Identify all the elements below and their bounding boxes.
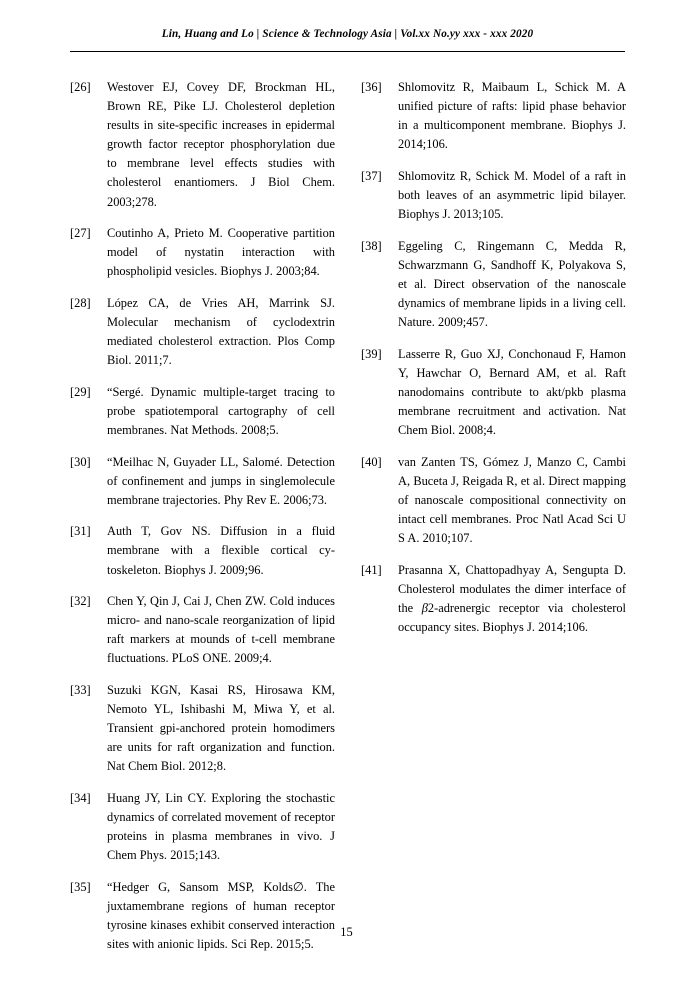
reference-label: [29] [70, 384, 91, 399]
reference-entry [70, 522, 335, 579]
header-rule [70, 51, 625, 52]
reference-entry [361, 345, 626, 440]
reference-label: [27] [70, 226, 91, 241]
reference-text: Suzuki KGN, Kasai RS, Hirosawa KM, Nemoto YL, Ishibashi M, Miwa Y, et al. Transient gpi-anchored protein homodimers are units for raft organization and function. Nat Chem Biol. 2012;8. [107, 683, 335, 774]
reference-label: [36] [361, 80, 382, 94]
reference-entry [70, 789, 335, 865]
reference-label: [26] [70, 80, 91, 94]
reference-entry [70, 453, 335, 510]
reference-text: Auth T, Gov NS. Diffusion in a fluid membrane with a flexible cortical cytoskeleton. Biophys J. 2009;96. [107, 524, 335, 577]
reference-text: Huang JY, Lin CY. Exploring the stochastic dynamics of correlated movement of receptor proteins in plasma membranes in vivo. J Chem Phys. 2015;143. [107, 791, 335, 863]
reference-label: [33] [70, 683, 91, 698]
reference-entry [361, 453, 626, 548]
reference-text: “Sergé. Dynamic multiple-target tracing to probe spatiotemporal cartography of cell membranes. Nat Methods. 2008;5. [107, 384, 335, 437]
reference-text-after-symbol: 2-adrenergic receptor via cholesterol occupancy sites. Biophys J. 2014;106. [398, 600, 626, 634]
reference-entry [70, 294, 335, 370]
reference-entry [361, 237, 626, 332]
reference-entry [361, 167, 626, 224]
reference-text: López CA, de Vries AH, Marrink SJ. Molecular mechanism of cyclodextrin mediated cholesterol extraction. Plos Comp Biol. 2011;7. [107, 295, 335, 368]
reference-entry [70, 878, 335, 954]
reference-label: [37] [361, 168, 382, 183]
left-column [70, 78, 335, 967]
reference-entry [70, 78, 335, 212]
reference-text: Shlomovitz R, Maibaum L, Schick M. A unified picture of rafts: lipid phase behavior in a multicomponent membrane. Biophys J. 2014;106. [398, 80, 626, 152]
reference-label: [28] [70, 295, 91, 310]
reference-label: [38] [361, 238, 382, 253]
reference-text: Coutinho A, Prieto M. Cooperative partition model of nystatin interaction with phospholipid vesicles. Biophys J. 2003;84. [107, 226, 335, 279]
reference-entry [361, 78, 626, 154]
reference-label: [32] [70, 594, 91, 609]
reference-entry [70, 224, 335, 281]
beta-symbol: β [421, 600, 428, 615]
reference-label: [30] [70, 454, 91, 469]
reference-label: [35] [70, 879, 91, 894]
page-number: 15 [340, 925, 353, 939]
reference-label: [34] [70, 791, 91, 805]
reference-text: Shlomovitz R, Schick M. Model of a raft in both leaves of an asymmetric lipid bilayer. Biophys J. 2013;105. [398, 168, 626, 222]
reference-entry [70, 592, 335, 668]
reference-entry [70, 383, 335, 440]
reference-label: [31] [70, 524, 91, 539]
reference-text: van Zanten TS, Gómez J, Manzo C, Cambi A, Buceta J, Reigada R, et al. Direct mapping of nanoscale compositional connectivity on intact cell membranes. Proc Natl Acad Sci U S A. 2010;107. [398, 454, 626, 545]
reference-columns [70, 78, 626, 967]
reference-label: [40] [361, 454, 382, 469]
reference-label: [39] [361, 346, 382, 361]
reference-entry [70, 681, 335, 776]
reference-text-before-symbol: Prasanna X, Chattopadhyay A, Sengupta D. Cholesterol modulates the dimer interface of the [398, 562, 626, 615]
reference-entry [361, 561, 626, 637]
reference-text: Eggeling C, Ringemann C, Medda R, Schwarzmann G, Sandhoff K, Polyakova S, et al. Direct observation of the nanoscale dynamics of membrane lipids in a living cell. Nature. 2009;457. [398, 238, 626, 330]
reference-text: Lasserre R, Guo XJ, Conchonaud F, Hamon Y, Hawchar O, Bernard AM, et al. Raft nanodomains contribute to akt/pkb plasma membrane recruitment and activation. Nat Chem Biol. 2008;4. [398, 346, 626, 437]
reference-label: [41] [361, 562, 382, 577]
running-head: Lin, Huang and Lo | Science & Technology Asia | Vol.xx No.yy xxx - xxx 2020 [161, 28, 534, 40]
reference-text: “Hedger G, Sansom MSP, Kolds∅. The juxtamembrane regions of human receptor tyrosine kinases exhibit conserved interaction sites with anionic lipids. Sci Rep. 2015;5. [107, 879, 335, 952]
reference-text: Chen Y, Qin J, Cai J, Chen ZW. Cold induces micro- and nano-scale reorganization of lipid raft markers at mounds of t-cell membrane fluctuations. PLoS ONE. 2009;4. [107, 594, 335, 666]
reference-text [398, 561, 626, 637]
right-column [361, 78, 626, 649]
reference-text: Westover EJ, Covey DF, Brockman HL, Brown RE, Pike LJ. Cholesterol depletion results in site-specific increases in epidermal growth factor receptor phosphorylation due to membrane level effects studies with cholesterol enantiomers. J Biol Chem. 2003;278. [107, 80, 335, 209]
reference-text: “Meilhac N, Guyader LL, Salomé. Detection of confinement and jumps in singlemolecule membrane trajectories. Phy Rev E. 2006;73. [107, 454, 335, 507]
